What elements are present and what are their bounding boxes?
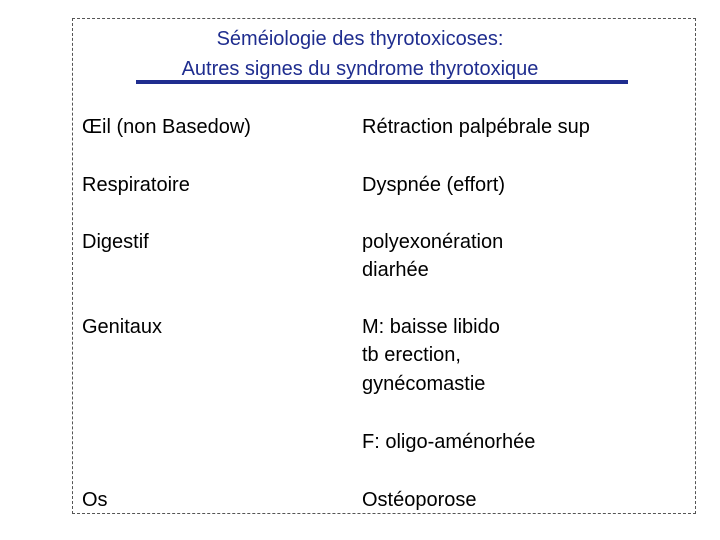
row-label-respiratoire: Respiratoire <box>82 174 190 196</box>
row-value-genitaux-2: tb erection, <box>362 344 461 366</box>
row-value-oeil: Rétraction palpébrale sup <box>362 116 590 138</box>
row-value-genitaux-4: F: oligo-aménorhée <box>362 431 536 453</box>
slide-subtitle: Autres signes du syndrome thyrotoxique <box>181 58 539 80</box>
row-value-digestif-2: diarhée <box>362 259 429 281</box>
row-value-genitaux-1: M: baisse libido <box>362 316 500 338</box>
row-label-os: Os <box>82 489 108 511</box>
row-label-oeil: Œil (non Basedow) <box>82 116 251 138</box>
row-value-digestif-1: polyexonération <box>362 231 504 253</box>
row-label-digestif: Digestif <box>82 231 149 253</box>
row-label-genitaux: Genitaux <box>82 316 163 338</box>
row-value-respiratoire: Dyspnée (effort) <box>362 174 506 196</box>
row-value-os: Ostéoporose <box>362 489 477 511</box>
slide-title: Séméiologie des thyrotoxicoses: <box>216 28 504 50</box>
row-value-genitaux-3: gynécomastie <box>362 373 486 395</box>
title-underline <box>136 80 628 84</box>
